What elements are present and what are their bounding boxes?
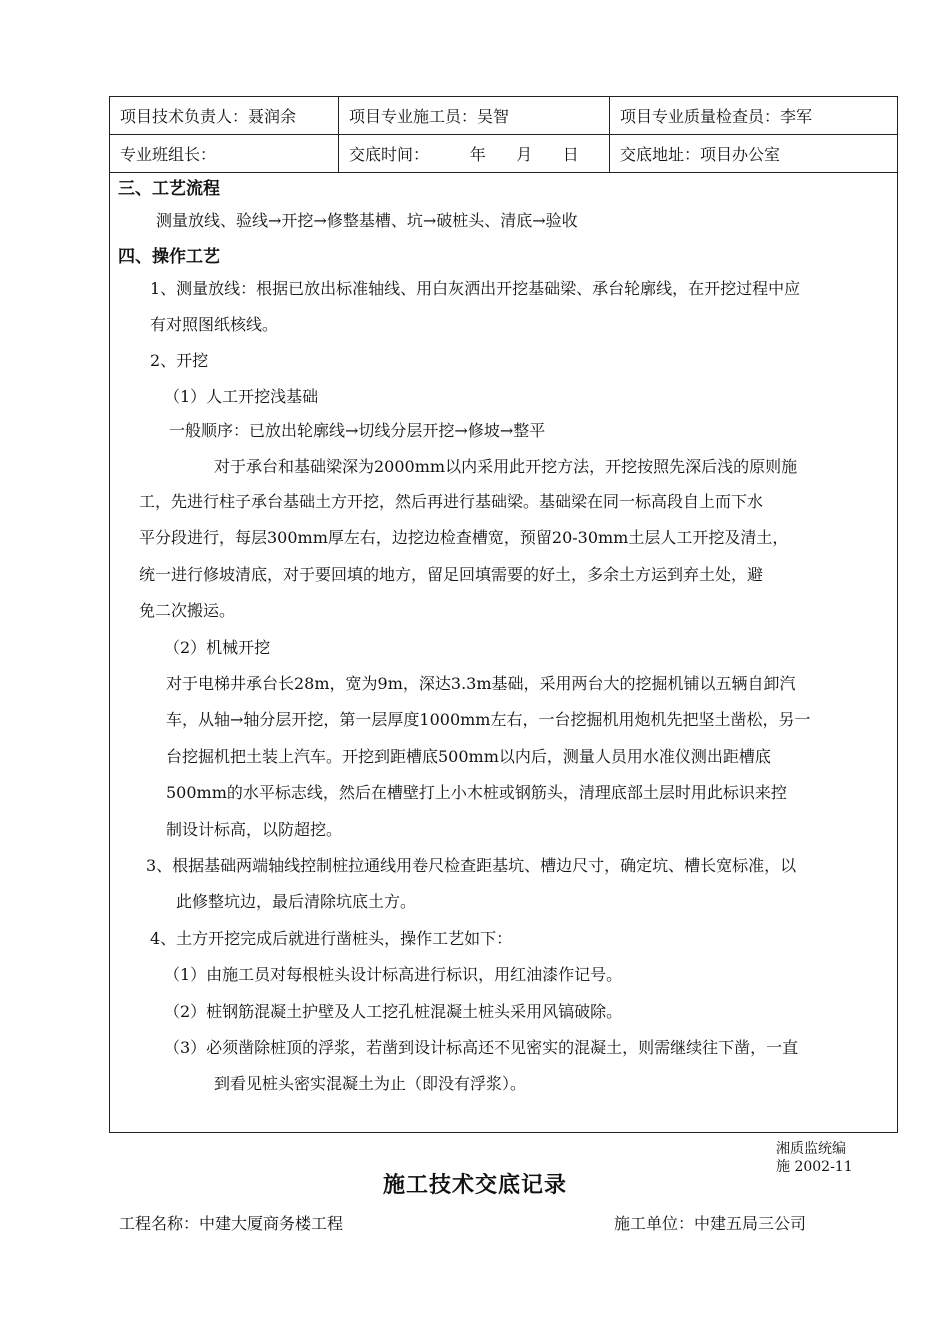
record-title: 施工技术交底记录 — [382, 1172, 567, 1198]
mechanical-text-line-1: 对于电梯井承台长28m，宽为9m，深达3.3m基础，采用两台大的挖掘机铺以五辆自卸汽 — [166, 674, 796, 693]
process-flow-text: 测量放线、验线→开挖→修整基槽、坑→破桩头、清底→验收 — [156, 211, 578, 230]
manual-text-line-1: 对于承台和基础梁深为2000mm以内采用此开挖方法，开挖按照先深后浅的原则施 — [214, 457, 798, 476]
pile-step-1: （1）由施工员对每根桩头设计标高进行标识，用红油漆作记号。 — [164, 965, 623, 984]
briefing-location-cell: 交底地址：项目办公室 — [610, 135, 898, 173]
mechanical-excavation-heading: （2）机械开挖 — [164, 638, 271, 657]
mechanical-text-line-4: 500mm的水平标志线，然后在槽壁打上小木桩或钢筋头，清理底部土层时用此标识来控 — [166, 783, 787, 802]
quality-inspector-cell: 项目专业质量检查员：李军 — [610, 97, 898, 135]
manual-text-line-5: 免二次搬运。 — [139, 601, 236, 620]
team-leader-cell: 专业班组长： — [110, 135, 339, 173]
header-row-1 — [110, 97, 898, 135]
construction-unit: 施工单位：中建五局三公司 — [614, 1214, 807, 1233]
form-code-line-2: 施 2002-11 — [776, 1159, 853, 1175]
paragraph-3-line-1: 3、根据基础两端轴线控制桩拉通线用卷尺检查距基坑、槽边尺寸，确定坑、槽长宽标准，以 — [146, 856, 797, 875]
manual-text-line-4: 统一进行修坡清底，对于要回填的地方，留足回填需要的好土，多余土方运到弃土处，避 — [139, 565, 764, 584]
paragraph-4-heading: 4、土方开挖完成后就进行凿桩头，操作工艺如下： — [150, 929, 513, 948]
mechanical-text-line-2: 车，从轴→轴分层开挖，第一层厚度1000mm左右，一台挖掘机用炮机先把坚土凿松，另一 — [166, 710, 811, 729]
paragraph-1-line-1: 1、测量放线：根据已放出标准轴线、用白灰洒出开挖基础梁、承台轮廓线，在开挖过程中应 — [150, 279, 801, 298]
project-name: 工程名称：中建大厦商务楼工程 — [119, 1214, 344, 1233]
manual-text-line-3: 平分段进行，每层300mm厚左右，边挖边检查槽宽，预留20-30mm土层人工开挖及清土， — [139, 528, 789, 547]
pile-step-2: （2）桩钢筋混凝土护壁及人工挖孔桩混凝土桩头采用风镐破除。 — [164, 1002, 623, 1021]
paragraph-1-line-2: 有对照图纸核线。 — [150, 315, 279, 334]
manual-excavation-heading: （1）人工开挖浅基础 — [164, 387, 319, 406]
briefing-time-cell: 交底时间： 年 月 日 — [339, 135, 610, 173]
header-row-2 — [110, 135, 898, 173]
pile-step-3-line-1: （3）必须凿除桩顶的浮浆，若凿到设计标高还不见密实的混凝土，则需继续往下凿，一直 — [164, 1038, 799, 1057]
mechanical-text-line-3: 台挖掘机把土装上汽车。开挖到距槽底500mm以内后，测量人员用水准仪测出距槽底 — [166, 747, 771, 766]
tech-lead-cell: 项目技术负责人：聂润余 — [110, 97, 339, 135]
construction-officer-cell: 项目专业施工员：吴智 — [339, 97, 610, 135]
mechanical-text-line-5: 制设计标高，以防超挖。 — [166, 820, 343, 839]
paragraph-3-line-2: 此修整坑边，最后清除坑底土方。 — [176, 892, 417, 911]
header-info-table — [109, 96, 898, 173]
manual-text-line-2: 工，先进行柱子承台基础土方开挖，然后再进行基础梁。基础梁在同一标高段自上而下水 — [139, 492, 764, 511]
pile-step-3-line-2: 到看见桩头密实混凝土为止（即没有浮浆）。 — [214, 1074, 527, 1093]
paragraph-2-heading: 2、开挖 — [150, 351, 209, 370]
section-3-heading: 三、工艺流程 — [118, 179, 220, 199]
manual-excavation-order: 一般顺序：已放出轮廓线→切线分层开挖→修坡→整平 — [169, 421, 546, 440]
form-code-line-1: 湘质监统编 — [776, 1141, 846, 1157]
section-4-heading: 四、操作工艺 — [118, 247, 220, 267]
